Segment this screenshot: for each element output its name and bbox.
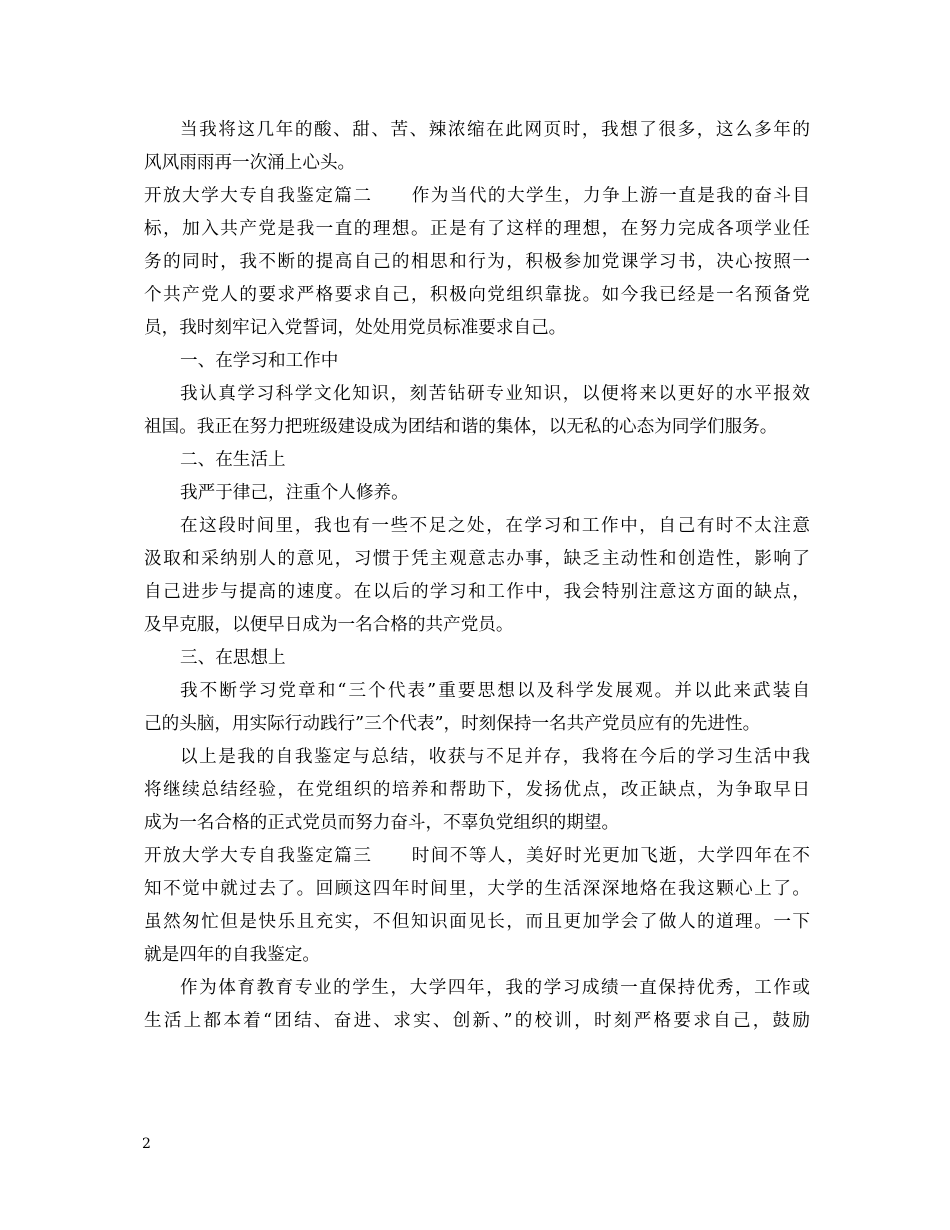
paragraph-line: 及早克服，以便早日成为一名合格的共产党员。	[144, 615, 514, 635]
paragraph-line: 将继续总结经验，在党组织的培养和帮助下，发扬优点，改正缺点，为争取早日	[144, 780, 810, 800]
paragraph-line: 就是四年的自我鉴定。	[144, 945, 320, 965]
paragraph-line: 祖国。我正在努力把班级建设成为团结和谐的集体，以无私的心态为同学们服务。	[144, 417, 778, 437]
section-title-part3: 开放大学大专自我鉴定篇三	[144, 846, 373, 866]
paragraph-line: 我严于律己，注重个人修养。	[180, 483, 409, 503]
subheading-thought: 三、在思想上	[180, 648, 286, 668]
paragraph-line: 自己进步与提高的速度。在以后的学习和工作中，我会特别注意这方面的缺点，	[144, 582, 810, 602]
paragraph-line: 我不断学习党章和“三个代表”重要思想以及科学发展观。并以此来武装自	[180, 681, 810, 701]
paragraph-line: 员，我时刻牢记入党誓词，处处用党员标准要求自己。	[144, 318, 567, 338]
section-title-part2: 开放大学大专自我鉴定篇二	[144, 186, 373, 206]
section-title-line	[144, 840, 810, 873]
paragraph-line: 成为一名合格的正式党员而努力奋斗，不辜负党组织的期望。	[144, 813, 620, 833]
paragraph-text: 时间不等人，美好时光更加飞逝，大学四年在不	[410, 846, 810, 866]
paragraph-line: 个共产党人的要求严格要求自己，积极向党组织靠拢。如今我已经是一名预备党	[144, 285, 810, 305]
paragraph-line: 知不觉中就过去了。回顾这四年时间里，大学的生活深深地烙在我这颗心上了。	[144, 879, 810, 899]
paragraph-line: 以上是我的自我鉴定与总结，收获与不足并存，我将在今后的学习生活中我	[180, 747, 810, 767]
paragraph-line: 在这段时间里，我也有一些不足之处，在学习和工作中，自己有时不太注意	[180, 516, 810, 536]
paragraph-line: 生活上都本着“团结、奋进、求实、创新、”的校训，时刻严格要求自己，鼓励	[144, 1011, 810, 1031]
document-body	[144, 114, 810, 1038]
paragraph-line: 务的同时，我不断的提高自己的相思和行为，积极参加党课学习书，决心按照一	[144, 252, 810, 272]
section-title-line	[144, 180, 810, 213]
paragraph-line: 我认真学习科学文化知识，刻苦钻研专业知识，以便将来以更好的水平报效	[180, 384, 810, 404]
subheading-study: 一、在学习和工作中	[180, 351, 339, 371]
subheading-life: 二、在生活上	[180, 450, 286, 470]
paragraph-line: 汲取和采纳别人的意见，习惯于凭主观意志办事，缺乏主动性和创造性，影响了	[144, 549, 810, 569]
paragraph-line: 虽然匆忙但是快乐且充实，不但知识面见长，而且更加学会了做人的道理。一下	[144, 912, 810, 932]
paragraph-text: 作为当代的大学生，力争上游一直是我的奋斗目	[410, 186, 810, 206]
page-number: 2	[142, 1136, 151, 1152]
paragraph-line: 当我将这几年的酸、甜、苦、辣浓缩在此网页时，我想了很多，这么多年的	[180, 120, 810, 140]
paragraph-line: 标，加入共产党是我一直的理想。正是有了这样的理想，在努力完成各项学业任	[144, 219, 810, 239]
paragraph-line: 己的头脑，用实际行动践行”三个代表”，时刻保持一名共产党员应有的先进性。	[144, 714, 761, 734]
paragraph-line: 作为体育教育专业的学生，大学四年，我的学习成绩一直保持优秀，工作或	[180, 978, 810, 998]
paragraph-line: 风风雨雨再一次涌上心头。	[144, 153, 356, 173]
